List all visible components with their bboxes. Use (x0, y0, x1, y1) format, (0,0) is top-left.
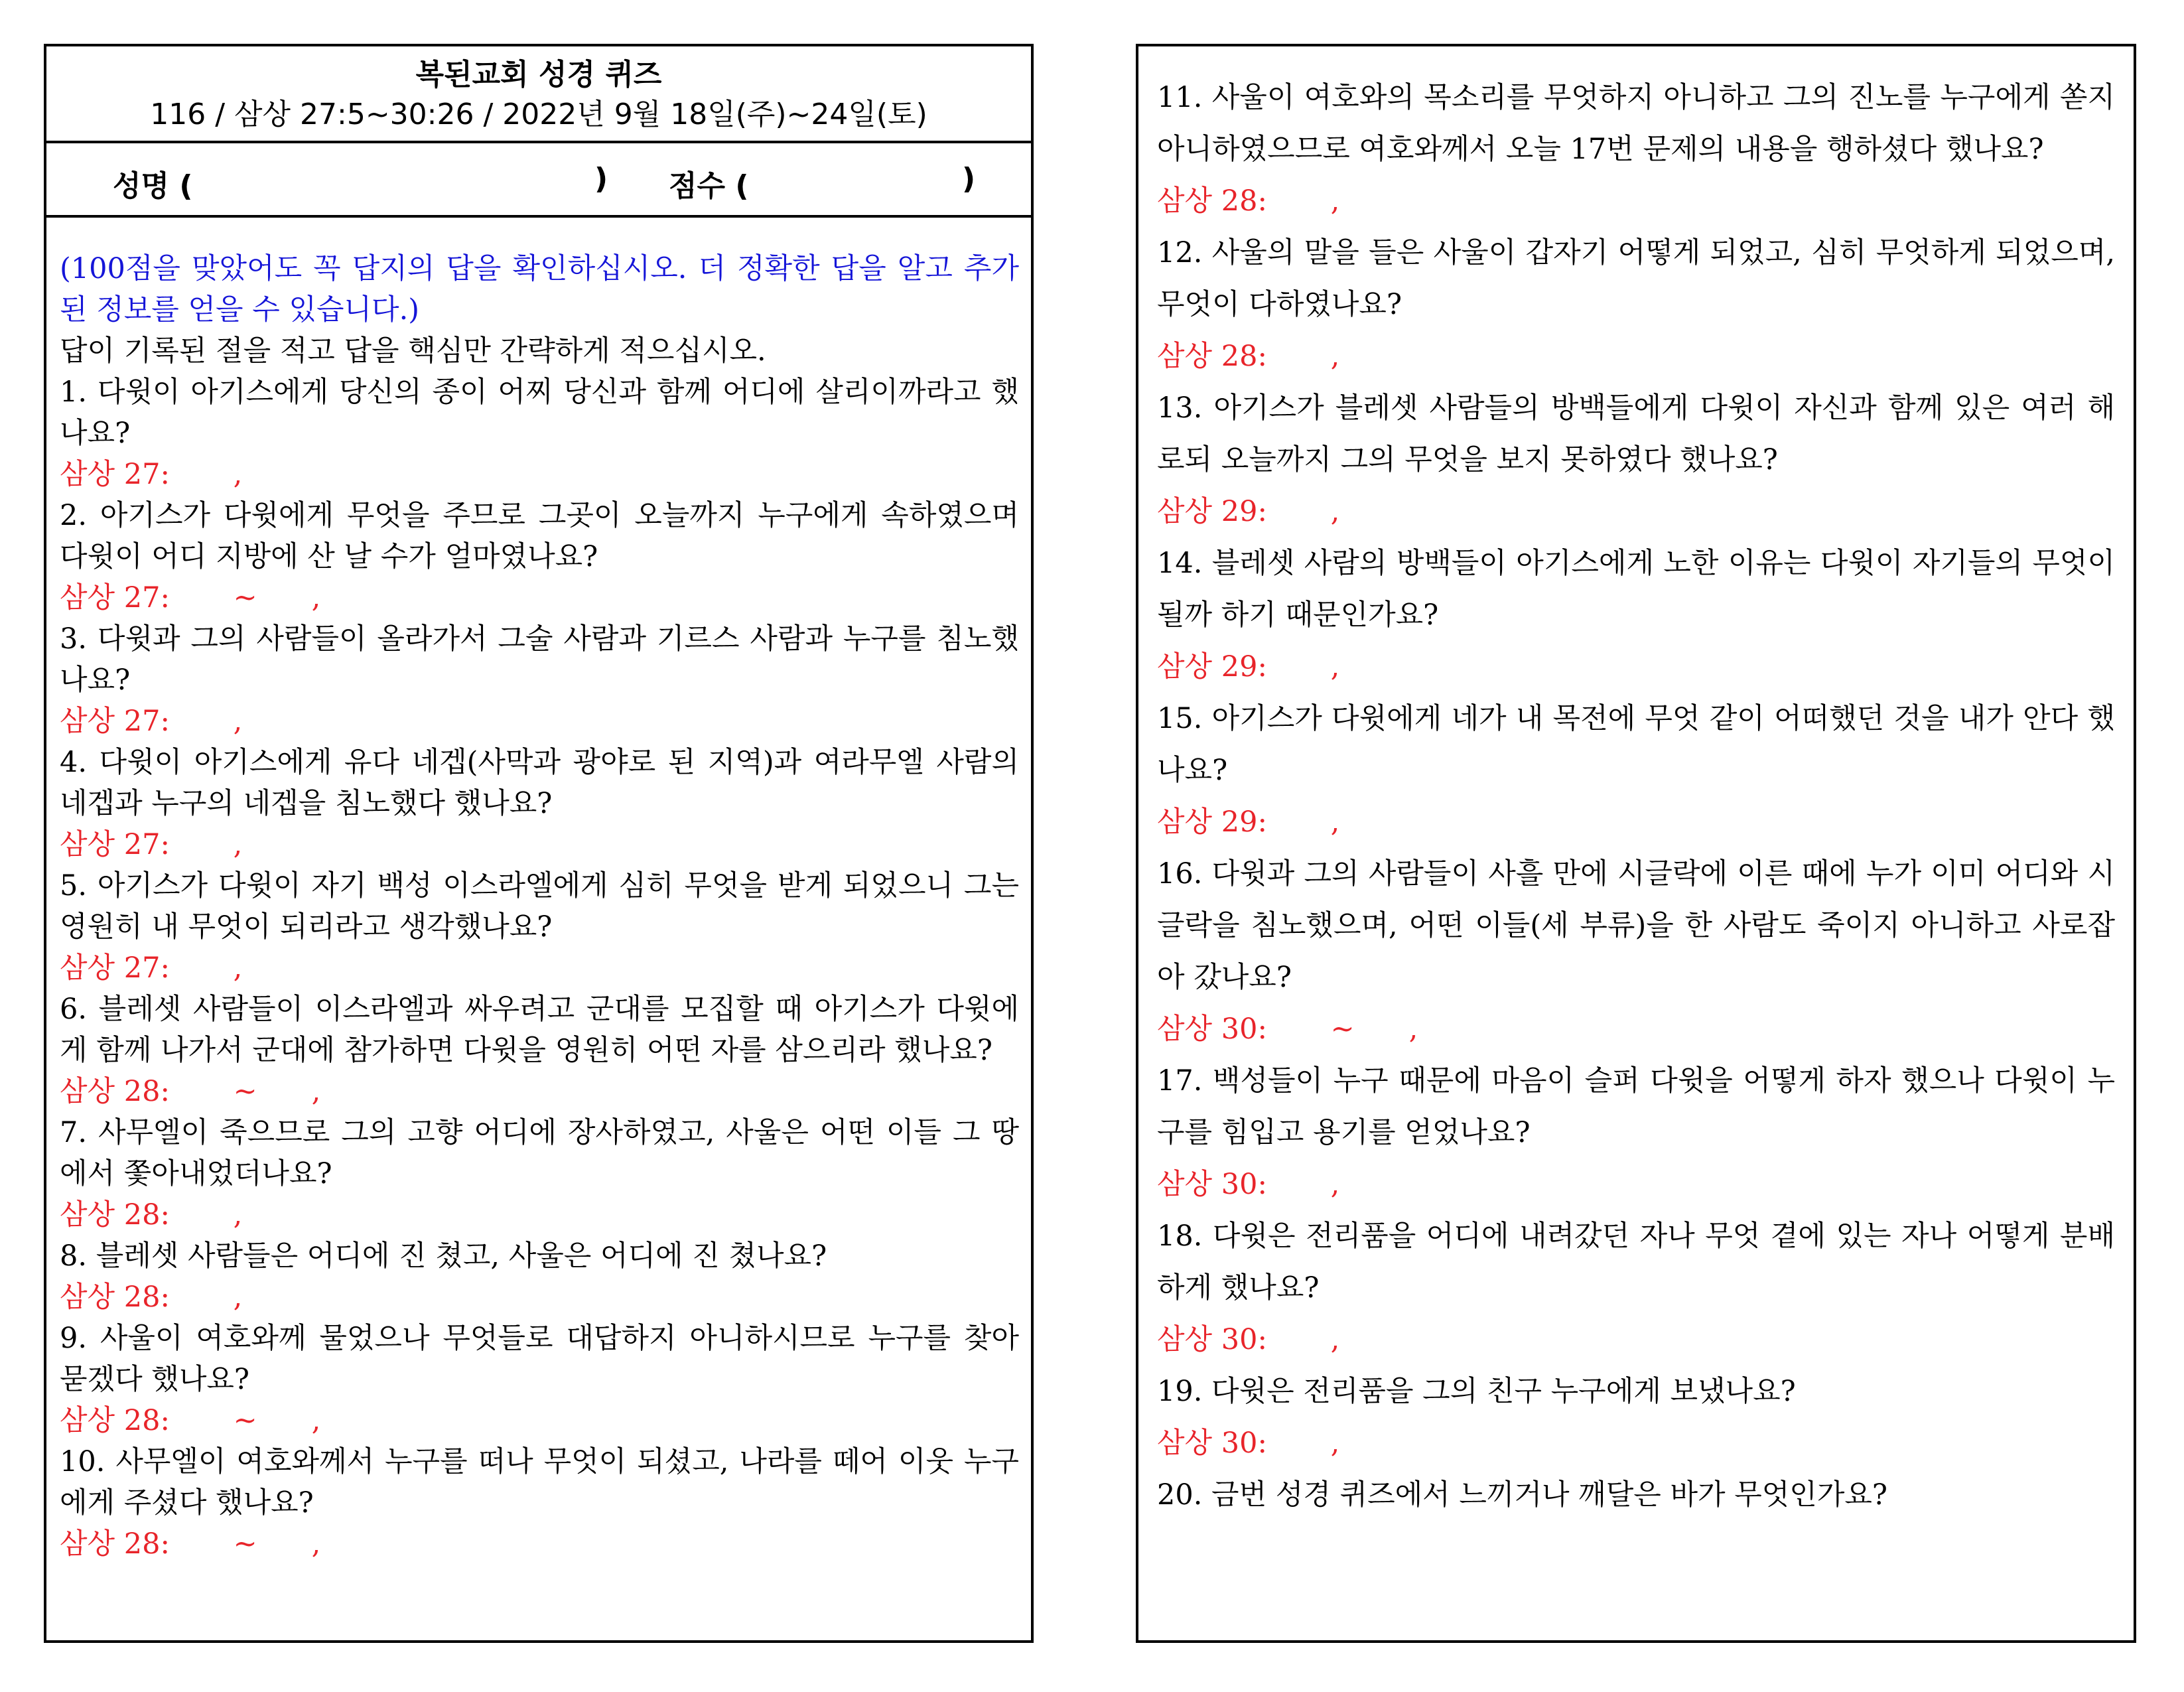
answer-ref-8: 삼상 28: , (60, 1281, 243, 1314)
answer-ref-12: 삼상 28: , (1157, 340, 1340, 373)
answer-ref-14: 삼상 29: , (1157, 650, 1340, 683)
question-6: 6. 블레셋 사람들이 이스라엘과 싸우려고 군대를 모집할 때 아기스가 다윗에게 함께 나가서 군대에 참가하면 다윗을 영원히 어떤 자를 삼으리라 했나요? (60, 993, 1019, 1067)
answer-ref-4: 삼상 27: , (60, 828, 243, 861)
answer-ref-10: 삼상 28: ~ , (60, 1527, 321, 1561)
quiz-left-column (44, 44, 1034, 1643)
question-18: 18. 다윗은 전리품을 어디에 내려갔던 자나 무엇 곁에 있는 자나 어떻게 분배하게 했나요? (1157, 1220, 2115, 1304)
notice-text: (100점을 맞았어도 꼭 답지의 답을 확인하십시오. 더 정확한 답을 알고 추가된 정보를 얻을 수 있습니다.) (60, 252, 1019, 326)
answer-ref-15: 삼상 29: , (1157, 806, 1340, 839)
score-label: 점수 ( (669, 169, 749, 203)
question-4: 4. 다윗이 아기스에게 유다 네겝(사막과 광야로 된 지역)과 여라무엘 사람의 네겝과 누구의 네겝을 침노했다 했나요? (60, 746, 1019, 820)
question-2: 2. 아기스가 다윗에게 무엇을 주므로 그곳이 오늘까지 누구에게 속하였으며 다윗이 어디 지방에 산 날 수가 얼마였나요? (60, 499, 1019, 573)
name-score-row (46, 143, 1031, 218)
answer-ref-6: 삼상 28: ~ , (60, 1075, 321, 1108)
name-label: 성명 ( (113, 169, 193, 203)
question-17: 17. 백성들이 누구 때문에 마음이 슬퍼 다윗을 어떻게 하자 했으나 다윗이 누구를 힘입고 용기를 얻었나요? (1157, 1064, 2115, 1149)
question-9: 9. 사울이 여호와께 물었으나 무엇들로 대답하지 아니하시므로 누구를 찾아 묻겠다 했나요? (60, 1322, 1019, 1396)
question-5: 5. 아기스가 다윗이 자기 백성 이스라엘에게 심히 무엇을 받게 되었으니 그는 영원히 내 무엇이 되리라고 생각했나요? (60, 869, 1019, 944)
answer-ref-13: 삼상 29: , (1157, 495, 1340, 528)
answer-ref-18: 삼상 30: , (1157, 1323, 1340, 1356)
answer-ref-16: 삼상 30: ~ , (1157, 1013, 1418, 1046)
quiz-subtitle: 116 / 삼상 27:5~30:26 / 2022년 9월 18일(주)~24일(토) (150, 98, 927, 131)
question-10: 10. 사무엘이 여호와께서 누구를 떠나 무엇이 되셨고, 나라를 떼어 이웃 누구에게 주셨다 했나요? (60, 1445, 1019, 1519)
answer-ref-3: 삼상 27: , (60, 705, 243, 738)
answer-ref-1: 삼상 27: , (60, 458, 243, 491)
score-close: ) (962, 162, 976, 196)
name-close: ) (594, 162, 608, 196)
answer-ref-19: 삼상 30: , (1157, 1427, 1340, 1460)
question-15: 15. 아기스가 다윗에게 네가 내 목전에 무엇 같이 어떠했던 것을 내가 안다 했나요? (1157, 702, 2115, 787)
question-12: 12. 사울의 말을 들은 사울이 갑자기 어떻게 되었고, 심히 무엇하게 되었으며, 무엇이 다하였나요? (1157, 236, 2115, 321)
quiz-header (46, 46, 1031, 143)
question-19: 19. 다윗은 전리품을 그의 친구 누구에게 보냈나요? (1157, 1375, 1796, 1408)
questions-left (46, 218, 1031, 1565)
answer-ref-9: 삼상 28: ~ , (60, 1404, 321, 1437)
quiz-right-column (1136, 44, 2136, 1643)
question-16: 16. 다윗과 그의 사람들이 사흘 만에 시글락에 이른 때에 누가 이미 어디와 시글락을 침노했으며, 어떤 이들(세 부류)을 한 사람도 죽이지 아니하고 사로잡아 갔나요? (1157, 857, 2115, 994)
question-3: 3. 다윗과 그의 사람들이 올라가서 그술 사람과 기르스 사람과 누구를 침노했나요? (60, 622, 1019, 697)
question-1: 1. 다윗이 아기스에게 당신의 종이 어찌 당신과 함께 어디에 살리이까라고 했나요? (60, 376, 1019, 450)
answer-ref-5: 삼상 27: , (60, 952, 243, 985)
answer-ref-11: 삼상 28: , (1157, 184, 1340, 218)
question-8: 8. 블레셋 사람들은 어디에 진 쳤고, 사울은 어디에 진 쳤나요? (60, 1239, 827, 1273)
question-7: 7. 사무엘이 죽으므로 그의 고향 어디에 장사하였고, 사울은 어떤 이들 그 땅에서 쫓아내었더나요? (60, 1116, 1019, 1190)
question-11: 11. 사울이 여호와의 목소리를 무엇하지 아니하고 그의 진노를 누구에게 쏟지 아니하였으므로 여호와께서 오늘 17번 문제의 내용을 행하셨다 했나요? (1157, 81, 2115, 166)
answer-ref-2: 삼상 27: ~ , (60, 581, 321, 614)
question-20: 20. 금번 성경 퀴즈에서 느끼거나 깨달은 바가 무엇인가요? (1157, 1478, 1887, 1512)
answer-ref-7: 삼상 28: , (60, 1198, 243, 1232)
question-14: 14. 블레셋 사람의 방백들이 아기스에게 노한 이유는 다윗이 자기들의 무엇이 될까 하기 때문인가요? (1157, 547, 2115, 632)
question-13: 13. 아기스가 블레셋 사람들의 방백들에게 다윗이 자신과 함께 있은 여러 해로되 오늘까지 그의 무엇을 보지 못하였다 했나요? (1157, 391, 2115, 476)
instruction-text: 답이 기록된 절을 적고 답을 핵심만 간략하게 적으십시오. (60, 334, 766, 368)
answer-ref-17: 삼상 30: , (1157, 1168, 1340, 1201)
quiz-title: 복된교회 성경 퀴즈 (415, 58, 662, 92)
